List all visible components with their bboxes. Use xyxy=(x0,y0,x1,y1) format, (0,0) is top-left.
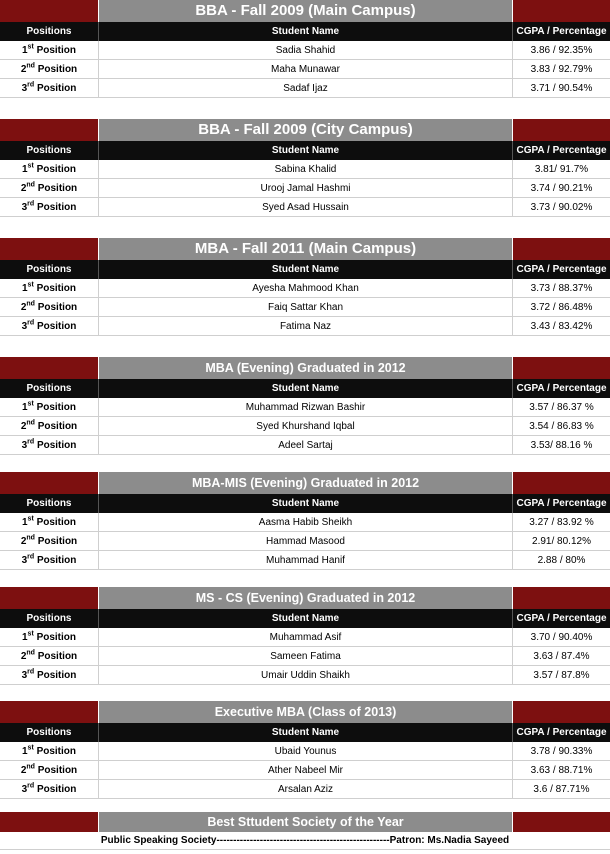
position-cell xyxy=(0,298,99,316)
position-number: 1 xyxy=(21,402,28,413)
table-row xyxy=(0,160,610,179)
table-header xyxy=(0,22,610,41)
title-accent-left xyxy=(0,812,98,832)
position-cell xyxy=(0,742,99,760)
position-cell xyxy=(0,761,99,779)
table-row xyxy=(0,780,610,799)
position-number: 3 xyxy=(21,321,28,332)
position-number: 3 xyxy=(21,202,28,213)
cgpa-percentage-cell: 3.54 / 86.83 % xyxy=(529,421,594,432)
student-name-cell: Sameen Fatima xyxy=(99,647,513,665)
position-number: 2 xyxy=(20,765,27,776)
cgpa-percentage-cell: 3.63 / 88.71% xyxy=(530,765,593,776)
cgpa-percentage-cell: 3.71 / 90.54% xyxy=(530,83,593,94)
cgpa-percentage-cell: 3.72 / 86.48% xyxy=(530,302,593,313)
header-student-name: Student Name xyxy=(98,141,513,160)
position-word: Position xyxy=(36,670,77,681)
title-accent-right xyxy=(513,472,610,494)
header-student-name: Student Name xyxy=(98,379,513,398)
cgpa-percentage-cell: 3.53/ 88.16 % xyxy=(530,440,593,451)
cgpa-percentage-cell: 3.86 / 92.35% xyxy=(530,45,593,56)
position-word: Position xyxy=(37,421,78,432)
position-word: Position xyxy=(36,555,77,566)
position-number: 1 xyxy=(21,746,28,757)
table-row xyxy=(0,647,610,666)
table-header xyxy=(0,609,610,628)
section-title: BBA - Fall 2009 (City Campus) xyxy=(98,119,513,141)
section-title-bar xyxy=(0,357,610,379)
section-title-bar xyxy=(0,238,610,260)
position-cell xyxy=(0,532,99,550)
student-name-cell: Muhammad Asif xyxy=(99,628,513,646)
section-title: Executive MBA (Class of 2013) xyxy=(98,701,513,723)
cgpa-percentage-cell: 3.27 / 83.92 % xyxy=(529,517,594,528)
cgpa-percentage-cell: 3.57 / 87.8% xyxy=(533,670,590,681)
section-title-bar xyxy=(0,472,610,494)
position-ordinal-suffix: rd xyxy=(27,782,35,790)
position-word: Position xyxy=(36,45,77,56)
header-cgpa-percentage: CGPA / Percentage xyxy=(516,264,607,275)
student-name-cell: Syed Asad Hussain xyxy=(99,198,513,216)
position-cell xyxy=(0,79,99,97)
student-name-cell: Adeel Sartaj xyxy=(99,436,513,454)
position-word: Position xyxy=(36,440,77,451)
table-row xyxy=(0,761,610,780)
position-word: Position xyxy=(37,183,78,194)
ranking-section xyxy=(0,238,610,336)
position-cell xyxy=(0,780,99,798)
table-row xyxy=(0,279,610,298)
title-accent-right xyxy=(513,119,610,141)
cgpa-percentage-cell: 3.57 / 86.37 % xyxy=(529,402,594,413)
table-header xyxy=(0,260,610,279)
table-row xyxy=(0,198,610,217)
cgpa-percentage-cell: 3.6 / 87.71% xyxy=(533,784,590,795)
cgpa-percentage-cell: 3.74 / 90.21% xyxy=(530,183,593,194)
position-word: Position xyxy=(36,321,77,332)
position-word: Position xyxy=(36,784,77,795)
table-row xyxy=(0,513,610,532)
title-accent-left xyxy=(0,587,98,609)
section-title-bar xyxy=(0,587,610,609)
position-number: 1 xyxy=(21,45,28,56)
position-ordinal-suffix: st xyxy=(27,400,34,408)
position-cell xyxy=(0,41,99,59)
ranking-section xyxy=(0,119,610,217)
position-word: Position xyxy=(37,536,78,547)
ranking-section xyxy=(0,587,610,685)
position-word: Position xyxy=(36,283,77,294)
position-cell xyxy=(0,551,99,569)
position-cell xyxy=(0,398,99,416)
position-cell xyxy=(0,317,99,335)
position-ordinal-suffix: rd xyxy=(27,319,35,327)
header-cgpa-percentage: CGPA / Percentage xyxy=(516,26,607,37)
student-name-cell: Ayesha Mahmood Khan xyxy=(99,279,513,297)
table-row xyxy=(0,532,610,551)
position-ordinal-suffix: rd xyxy=(27,553,35,561)
student-name-cell: Ather Nabeel Mir xyxy=(99,761,513,779)
position-ordinal-suffix: nd xyxy=(26,534,35,542)
table-row xyxy=(0,298,610,317)
title-accent-left xyxy=(0,701,98,723)
title-accent-left xyxy=(0,238,98,260)
footer-title: Best Sttudent Society of the Year xyxy=(98,812,513,832)
header-positions: Positions xyxy=(26,727,72,738)
student-name-cell: Faiq Sattar Khan xyxy=(99,298,513,316)
position-word: Position xyxy=(36,517,77,528)
section-title-bar xyxy=(0,119,610,141)
ranking-section xyxy=(0,0,610,98)
student-name-cell: Umair Uddin Shaikh xyxy=(99,666,513,684)
section-title: MBA - Fall 2011 (Main Campus) xyxy=(98,238,513,260)
position-cell xyxy=(0,628,99,646)
table-row xyxy=(0,628,610,647)
title-accent-right xyxy=(513,587,610,609)
position-cell xyxy=(0,436,99,454)
header-positions: Positions xyxy=(26,145,72,156)
footer-title-bar xyxy=(0,812,610,832)
table-row xyxy=(0,417,610,436)
header-positions: Positions xyxy=(26,498,72,509)
position-cell xyxy=(0,647,99,665)
position-number: 1 xyxy=(21,632,28,643)
student-name-cell: Aasma Habib Sheikh xyxy=(99,513,513,531)
table-header xyxy=(0,379,610,398)
title-accent-left xyxy=(0,357,98,379)
cgpa-percentage-cell: 3.83 / 92.79% xyxy=(530,64,593,75)
cgpa-percentage-cell: 3.73 / 90.02% xyxy=(530,202,593,213)
position-ordinal-suffix: st xyxy=(27,281,34,289)
header-positions: Positions xyxy=(26,613,72,624)
table-row xyxy=(0,317,610,336)
position-number: 2 xyxy=(20,183,27,194)
position-ordinal-suffix: nd xyxy=(26,419,35,427)
position-word: Position xyxy=(37,651,78,662)
table-header xyxy=(0,494,610,513)
cgpa-percentage-cell: 3.81/ 91.7% xyxy=(534,164,589,175)
position-number: 3 xyxy=(21,83,28,94)
position-number: 2 xyxy=(20,421,27,432)
student-name-cell: Maha Munawar xyxy=(99,60,513,78)
student-name-cell: Sadaf Ijaz xyxy=(99,79,513,97)
position-ordinal-suffix: st xyxy=(27,515,34,523)
student-name-cell: Hammad Masood xyxy=(99,532,513,550)
cgpa-percentage-cell: 2.88 / 80% xyxy=(537,555,586,566)
position-ordinal-suffix: nd xyxy=(26,62,35,70)
header-cgpa-percentage: CGPA / Percentage xyxy=(516,498,607,509)
cgpa-percentage-cell: 3.63 / 87.4% xyxy=(533,651,590,662)
header-cgpa-percentage: CGPA / Percentage xyxy=(516,727,607,738)
cgpa-percentage-cell: 3.78 / 90.33% xyxy=(530,746,593,757)
position-ordinal-suffix: rd xyxy=(27,81,35,89)
cgpa-percentage-cell: 3.70 / 90.40% xyxy=(530,632,593,643)
header-positions: Positions xyxy=(26,264,72,275)
position-cell xyxy=(0,666,99,684)
table-header xyxy=(0,723,610,742)
position-cell xyxy=(0,279,99,297)
student-name-cell: Ubaid Younus xyxy=(99,742,513,760)
position-ordinal-suffix: rd xyxy=(27,668,35,676)
title-accent-right xyxy=(513,357,610,379)
position-ordinal-suffix: rd xyxy=(27,200,35,208)
cgpa-percentage-cell: 3.73 / 88.37% xyxy=(530,283,593,294)
header-cgpa-percentage: CGPA / Percentage xyxy=(516,613,607,624)
section-title: MS - CS (Evening) Graduated in 2012 xyxy=(98,587,513,609)
title-accent-right xyxy=(513,701,610,723)
position-word: Position xyxy=(37,302,78,313)
student-name-cell: Muhammad Rizwan Bashir xyxy=(99,398,513,416)
position-ordinal-suffix: st xyxy=(27,744,34,752)
position-ordinal-suffix: nd xyxy=(26,649,35,657)
position-ordinal-suffix: st xyxy=(27,630,34,638)
table-row xyxy=(0,742,610,761)
position-word: Position xyxy=(37,64,78,75)
header-cgpa-percentage: CGPA / Percentage xyxy=(516,145,607,156)
student-name-cell: Urooj Jamal Hashmi xyxy=(99,179,513,197)
ranking-section xyxy=(0,701,610,799)
position-ordinal-suffix: st xyxy=(27,162,34,170)
position-word: Position xyxy=(36,402,77,413)
title-accent-left xyxy=(0,119,98,141)
student-name-cell: Muhammad Hanif xyxy=(99,551,513,569)
header-student-name: Student Name xyxy=(98,22,513,41)
footer-society-line: Public Speaking Society----------------------------------------------------Patron: Ms.Nadia Sayeed xyxy=(0,832,610,850)
position-ordinal-suffix: nd xyxy=(26,181,35,189)
table-row xyxy=(0,41,610,60)
position-cell xyxy=(0,60,99,78)
title-accent-right xyxy=(513,812,610,832)
position-ordinal-suffix: st xyxy=(27,43,34,51)
position-number: 2 xyxy=(20,64,27,75)
table-row xyxy=(0,179,610,198)
section-title-bar xyxy=(0,701,610,723)
student-name-cell: Arsalan Aziz xyxy=(99,780,513,798)
position-cell xyxy=(0,417,99,435)
header-positions: Positions xyxy=(26,383,72,394)
position-number: 3 xyxy=(21,670,28,681)
section-title: BBA - Fall 2009 (Main Campus) xyxy=(98,0,513,22)
position-word: Position xyxy=(36,164,77,175)
section-title: MBA (Evening) Graduated in 2012 xyxy=(98,357,513,379)
title-accent-left xyxy=(0,472,98,494)
student-name-cell: Sadia Shahid xyxy=(99,41,513,59)
section-title-bar xyxy=(0,0,610,22)
position-number: 2 xyxy=(20,302,27,313)
section-title: MBA-MIS (Evening) Graduated in 2012 xyxy=(98,472,513,494)
position-cell xyxy=(0,179,99,197)
position-ordinal-suffix: nd xyxy=(26,763,35,771)
position-number: 2 xyxy=(20,651,27,662)
header-student-name: Student Name xyxy=(98,494,513,513)
position-number: 3 xyxy=(21,555,28,566)
position-number: 3 xyxy=(21,784,28,795)
table-row xyxy=(0,79,610,98)
title-accent-right xyxy=(513,238,610,260)
position-number: 2 xyxy=(20,536,27,547)
position-word: Position xyxy=(36,202,77,213)
cgpa-percentage-cell: 2.91/ 80.12% xyxy=(532,536,591,547)
ranking-section xyxy=(0,472,610,570)
table-row xyxy=(0,60,610,79)
header-student-name: Student Name xyxy=(98,260,513,279)
student-name-cell: Fatima Naz xyxy=(99,317,513,335)
student-name-cell: Syed Khurshand Iqbal xyxy=(99,417,513,435)
position-number: 3 xyxy=(21,440,28,451)
header-student-name: Student Name xyxy=(98,723,513,742)
header-positions: Positions xyxy=(26,26,72,37)
table-header xyxy=(0,141,610,160)
position-number: 1 xyxy=(21,517,28,528)
position-cell xyxy=(0,198,99,216)
position-cell xyxy=(0,513,99,531)
position-ordinal-suffix: rd xyxy=(27,438,35,446)
table-row xyxy=(0,436,610,455)
cgpa-percentage-cell: 3.43 / 83.42% xyxy=(530,321,593,332)
student-name-cell: Sabina Khalid xyxy=(99,160,513,178)
title-accent-left xyxy=(0,0,98,22)
position-word: Position xyxy=(37,765,78,776)
position-word: Position xyxy=(36,632,77,643)
footer-section xyxy=(0,812,610,850)
position-ordinal-suffix: nd xyxy=(26,300,35,308)
header-student-name: Student Name xyxy=(98,609,513,628)
table-row xyxy=(0,666,610,685)
table-row xyxy=(0,551,610,570)
position-cell xyxy=(0,160,99,178)
title-accent-right xyxy=(513,0,610,22)
header-cgpa-percentage: CGPA / Percentage xyxy=(516,383,607,394)
position-number: 1 xyxy=(21,283,28,294)
position-number: 1 xyxy=(21,164,28,175)
ranking-section xyxy=(0,357,610,455)
position-word: Position xyxy=(36,83,77,94)
table-row xyxy=(0,398,610,417)
position-word: Position xyxy=(36,746,77,757)
